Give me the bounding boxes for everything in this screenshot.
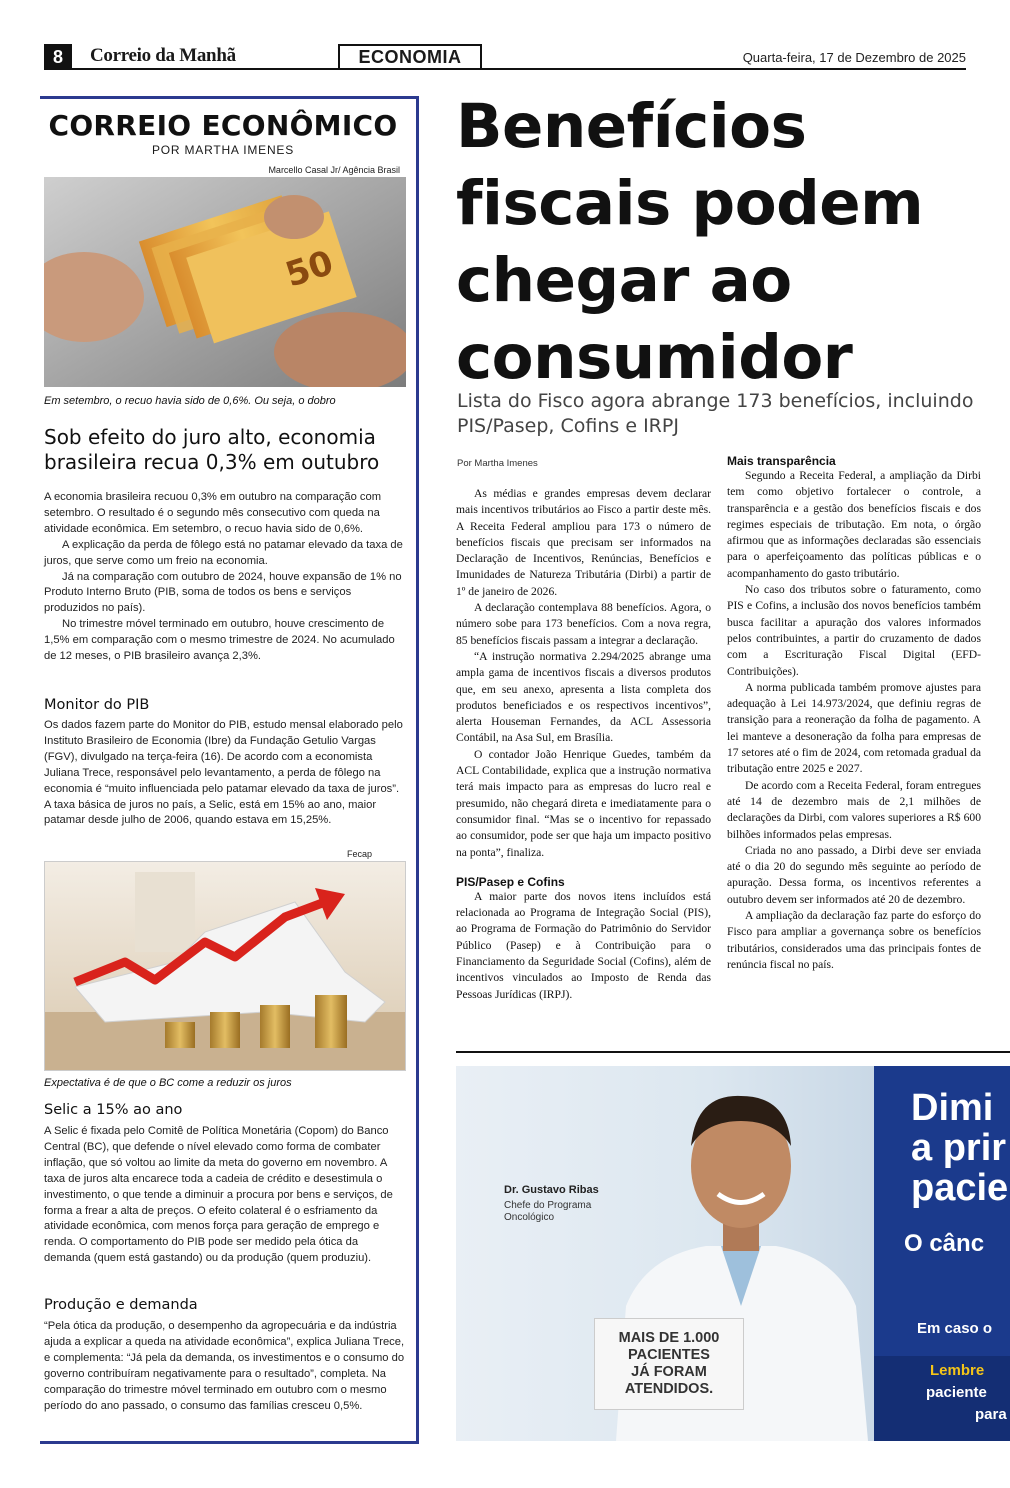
column-text (44, 1319, 406, 1414)
section-label: ECONOMIA (338, 44, 482, 68)
paragraph: “Pela ótica da produção, o desempenho da agropecuária e da indústria ajuda a explicar a queda na atividade econômica”, explica Juliana Trece, e complementa: “Já pela da demanda, os investimentos e o consumo do governo contribuíram negativamente para o resultado”, completa. Na comparação do trimestre móvel terminado em outubro com o mesmo período do ano passado, o consumo das famílias cresceu 0,5%. (44, 1320, 405, 1412)
paragraph: A declaração contemplava 88 benefícios. Agora, o número sobe para 173 benefícios. Com a nova regra, 85 benefícios fiscais passam a integrar a declaração. (456, 601, 711, 647)
ad-line: O cânc (904, 1230, 985, 1257)
paragraph: A explicação da perda de fôlego está no patamar elevado da taxa de juros, que serve como um freio na economia. (44, 538, 403, 567)
paragraph: “A instrução normativa 2.294/2025 abrange uma ampla gama de incentivos fiscais a diversos produtos que, em seu anexo, apresenta a lista completa dos produtos beneficiados e os respectivos incentivos”, alerta Houseman Fernandes, da ACL Assessoria Contábil, na Asa Sul, em Brasília. (456, 649, 711, 745)
ad-headline-line: Dimi (911, 1087, 994, 1129)
column-intro (44, 490, 406, 665)
photo-caption: Em setembro, o recuo havia sido de 0,6%. Ou seja, o dobro (44, 395, 336, 407)
ad-sign (594, 1318, 744, 1410)
photo-caption: Expectativa é de que o BC come a reduzir os juros (44, 1077, 292, 1089)
ad-line: para (975, 1406, 1007, 1423)
ad-headline (911, 1088, 1008, 1208)
photo-credit: Fecap (346, 849, 372, 859)
doctor-role: Chefe do Programa Oncológico (504, 1200, 592, 1223)
issue-date: Quarta-feira, 17 de Dezembro de 2025 (742, 50, 966, 65)
divider (456, 1051, 1010, 1053)
sign-line: JÁ FORAM (631, 1364, 707, 1380)
paragraph: O contador João Henrique Guedes, também da ACL Contabilidade, explica que a instrução normativa terá mais impacto para as empresas do lucro real e presumido, não chegará direta e imediatamente para o consumidor final. “Mas se o incentivo for repassado ao consumidor, pode ser que haja um impacto positivo na ponta”, finaliza. (456, 747, 711, 859)
paragraph: As médias e grandes empresas devem declarar mais incentivos tributários ao Fisco a partir deste mês. A Receita Federal ampliou para 173 o número de benefícios fiscais que precisam ser informados na Declaração de Incentivos, Renúncias, Benefícios e Imunidades de Natureza Tributária (Dirbi) a partir de 1º de janeiro de 2026. (456, 487, 711, 598)
paragraph: Segundo a Receita Federal, a ampliação da Dirbi tem como objetivo fortalecer o controle, a transparência e a gestão dos benefícios fiscais e dos regimes especiais de tributação. Em nota, o órgão afirmou que as informações declaradas são essenciais para o aperfeiçoamento das políticas públicas e o acompanhamento do gasto tributário. (727, 469, 981, 580)
paragraph: No caso dos tributos sobre o faturamento, como PIS e Cofins, a inclusão dos novos benefícios também busca facilitar a apuração dos valores informados pelos contribuintes, a partir do cruzamento de dados com a Escrituração Fiscal Digital (EFD-Contribuições). (727, 583, 981, 678)
paragraph: A economia brasileira recuou 0,3% em outubro na comparação com setembro. O resultado é o segundo mês consecutivo com queda na atividade econômica. Em setembro, o recuo havia sido de 0,6%. (44, 491, 382, 535)
article-column-1 (456, 486, 711, 1003)
paragraph: Os dados fazem parte do Monitor do PIB, estudo mensal elaborado pelo Instituto Brasileiro de Economia (Ibre) da Fundação Getulio Vargas (FGV), divulgado na terça-feira (16). De acordo com a economista Juliana Trece, responsável pelo levantamento, a perda de fôlego na economia é “muito influenciada pelo patamar elevado da taxa de juros”. A taxa básica de juros no país, a Selic, está em 15% ao ano, maior patamar desde julho de 2006, quando estava em 15,25%. (44, 719, 403, 827)
column-text (44, 718, 406, 829)
ad-headline-line: a prir (911, 1127, 1007, 1169)
paragraph: A Selic é fixada pelo Comitê de Política Monetária (Copom) do Banco Central (BC), que defende o nível elevado como forma de combater inflação, que só voltou ao limite da meta do governo em novembro. A taxa de juros alta encarece toda a cadeia de crédito e desestimula o investimento, o que tende a diminuir a procura por bens e serviços, de forma a frear a alta de preços. O efeito colateral é o esfriamento da atividade econômica, com menos força para geração de emprego e renda. O comportamento do PIB pode ser medido pela ótica da demanda (quem está gastando) ou da produção (quem produziu). (44, 1125, 393, 1265)
sign-line: MAIS DE 1.000 (618, 1330, 720, 1346)
page-number: 8 (44, 44, 72, 70)
newspaper-name: Correio da Manhã (90, 45, 236, 66)
photo-credit: Marcello Casal Jr/ Agência Brasil (268, 165, 400, 175)
money-photo (44, 177, 406, 387)
ad-headline-line: pacie (911, 1167, 1009, 1209)
subheading: Monitor do PIB (44, 697, 150, 713)
paragraph: A maior parte dos novos itens incluídos está relacionada ao Programa de Integração Social (PIS), ao Programa de Formação do Patrimônio do Servidor Público (Pasep) e à Contribuição para o Financiamento da Seguridade Social (Cofins), além de incentivos vinculados ao Imposto de Renda das Pessoas Jurídicas (IRPJ). (456, 889, 711, 1001)
subheading: PIS/Pasep e Cofins (456, 874, 565, 889)
column-text (44, 1124, 406, 1267)
advertisement[interactable] (456, 1066, 1010, 1441)
paragraph: A norma publicada também promove ajustes para adequação à Lei 14.973/2024, que definiu regras de transição para a reoneração da folha de pagamento. A lei manteve a desoneração da folha para empresas de 17 setores até o fim de 2024, com retomada gradual da tributação entre 2025 e 2027. (727, 680, 982, 776)
article-headline: Benefícios fiscais podem chegar ao consumidor (456, 91, 924, 393)
doctor-name: Dr. Gustavo Ribas (504, 1184, 599, 1196)
column-byline: POR MARTHA IMENES (151, 143, 295, 157)
article-deck: Lista do Fisco agora abrange 173 benefícios, incluindo PIS/Pasep, Cofins e IRPJ (457, 390, 974, 437)
coins-chart-photo (44, 861, 406, 1071)
subheading: Mais transparência (727, 454, 836, 468)
paragraph: Já na comparação com outubro de 2024, houve expansão de 1% no Produto Interno Bruto (PIB, soma de todos os bens e serviços produzidos no país). (44, 570, 402, 615)
subheading: Produção e demanda (44, 1297, 198, 1313)
svg-text:50: 50 (280, 242, 339, 296)
sign-line: ATENDIDOS. (624, 1381, 714, 1397)
page-header (44, 44, 966, 70)
sign-line: PACIENTES (628, 1347, 710, 1363)
ad-line: Em caso o (917, 1320, 993, 1337)
ad-line: Lembre (930, 1362, 985, 1379)
column-title: CORREIO ECONÔMICO (48, 109, 398, 142)
paragraph: A ampliação da declaração faz parte do esforço do Fisco para ampliar a governança sobre os benefícios tributários, considerados uma das principais fontes de renúncia fiscal no país. (727, 909, 981, 971)
paragraph: De acordo com a Receita Federal, foram entregues até 14 de dezembro mais de 2,1 milhões de declarações da Dirbi, com valores superiores a R$ 600 bilhões informados pelas empresas. (727, 778, 981, 841)
subheading: Selic a 15% ao ano (44, 1102, 183, 1118)
paragraph: Criada no ano passado, a Dirbi deve ser enviada até o dia 20 do segundo mês seguinte ao período de apuração. Dessa forma, os incentivos referentes a outubro devem ser informados até 20 de dezembro. (727, 843, 981, 906)
ad-line: paciente (926, 1384, 987, 1401)
article-column-2 (727, 454, 981, 973)
opinion-column (40, 96, 419, 1444)
paragraph: No trimestre móvel terminado em outubro, houve crescimento de 1,5% em comparação com o mesmo trimestre de 2024. No acumulado de 12 meses, o PIB brasileiro avança 2,3%. (44, 618, 395, 663)
column-headline: Sob efeito do juro alto, economia brasileira recua 0,3% em outubro (44, 425, 380, 474)
article-byline: Por Martha Imenes (457, 458, 538, 469)
